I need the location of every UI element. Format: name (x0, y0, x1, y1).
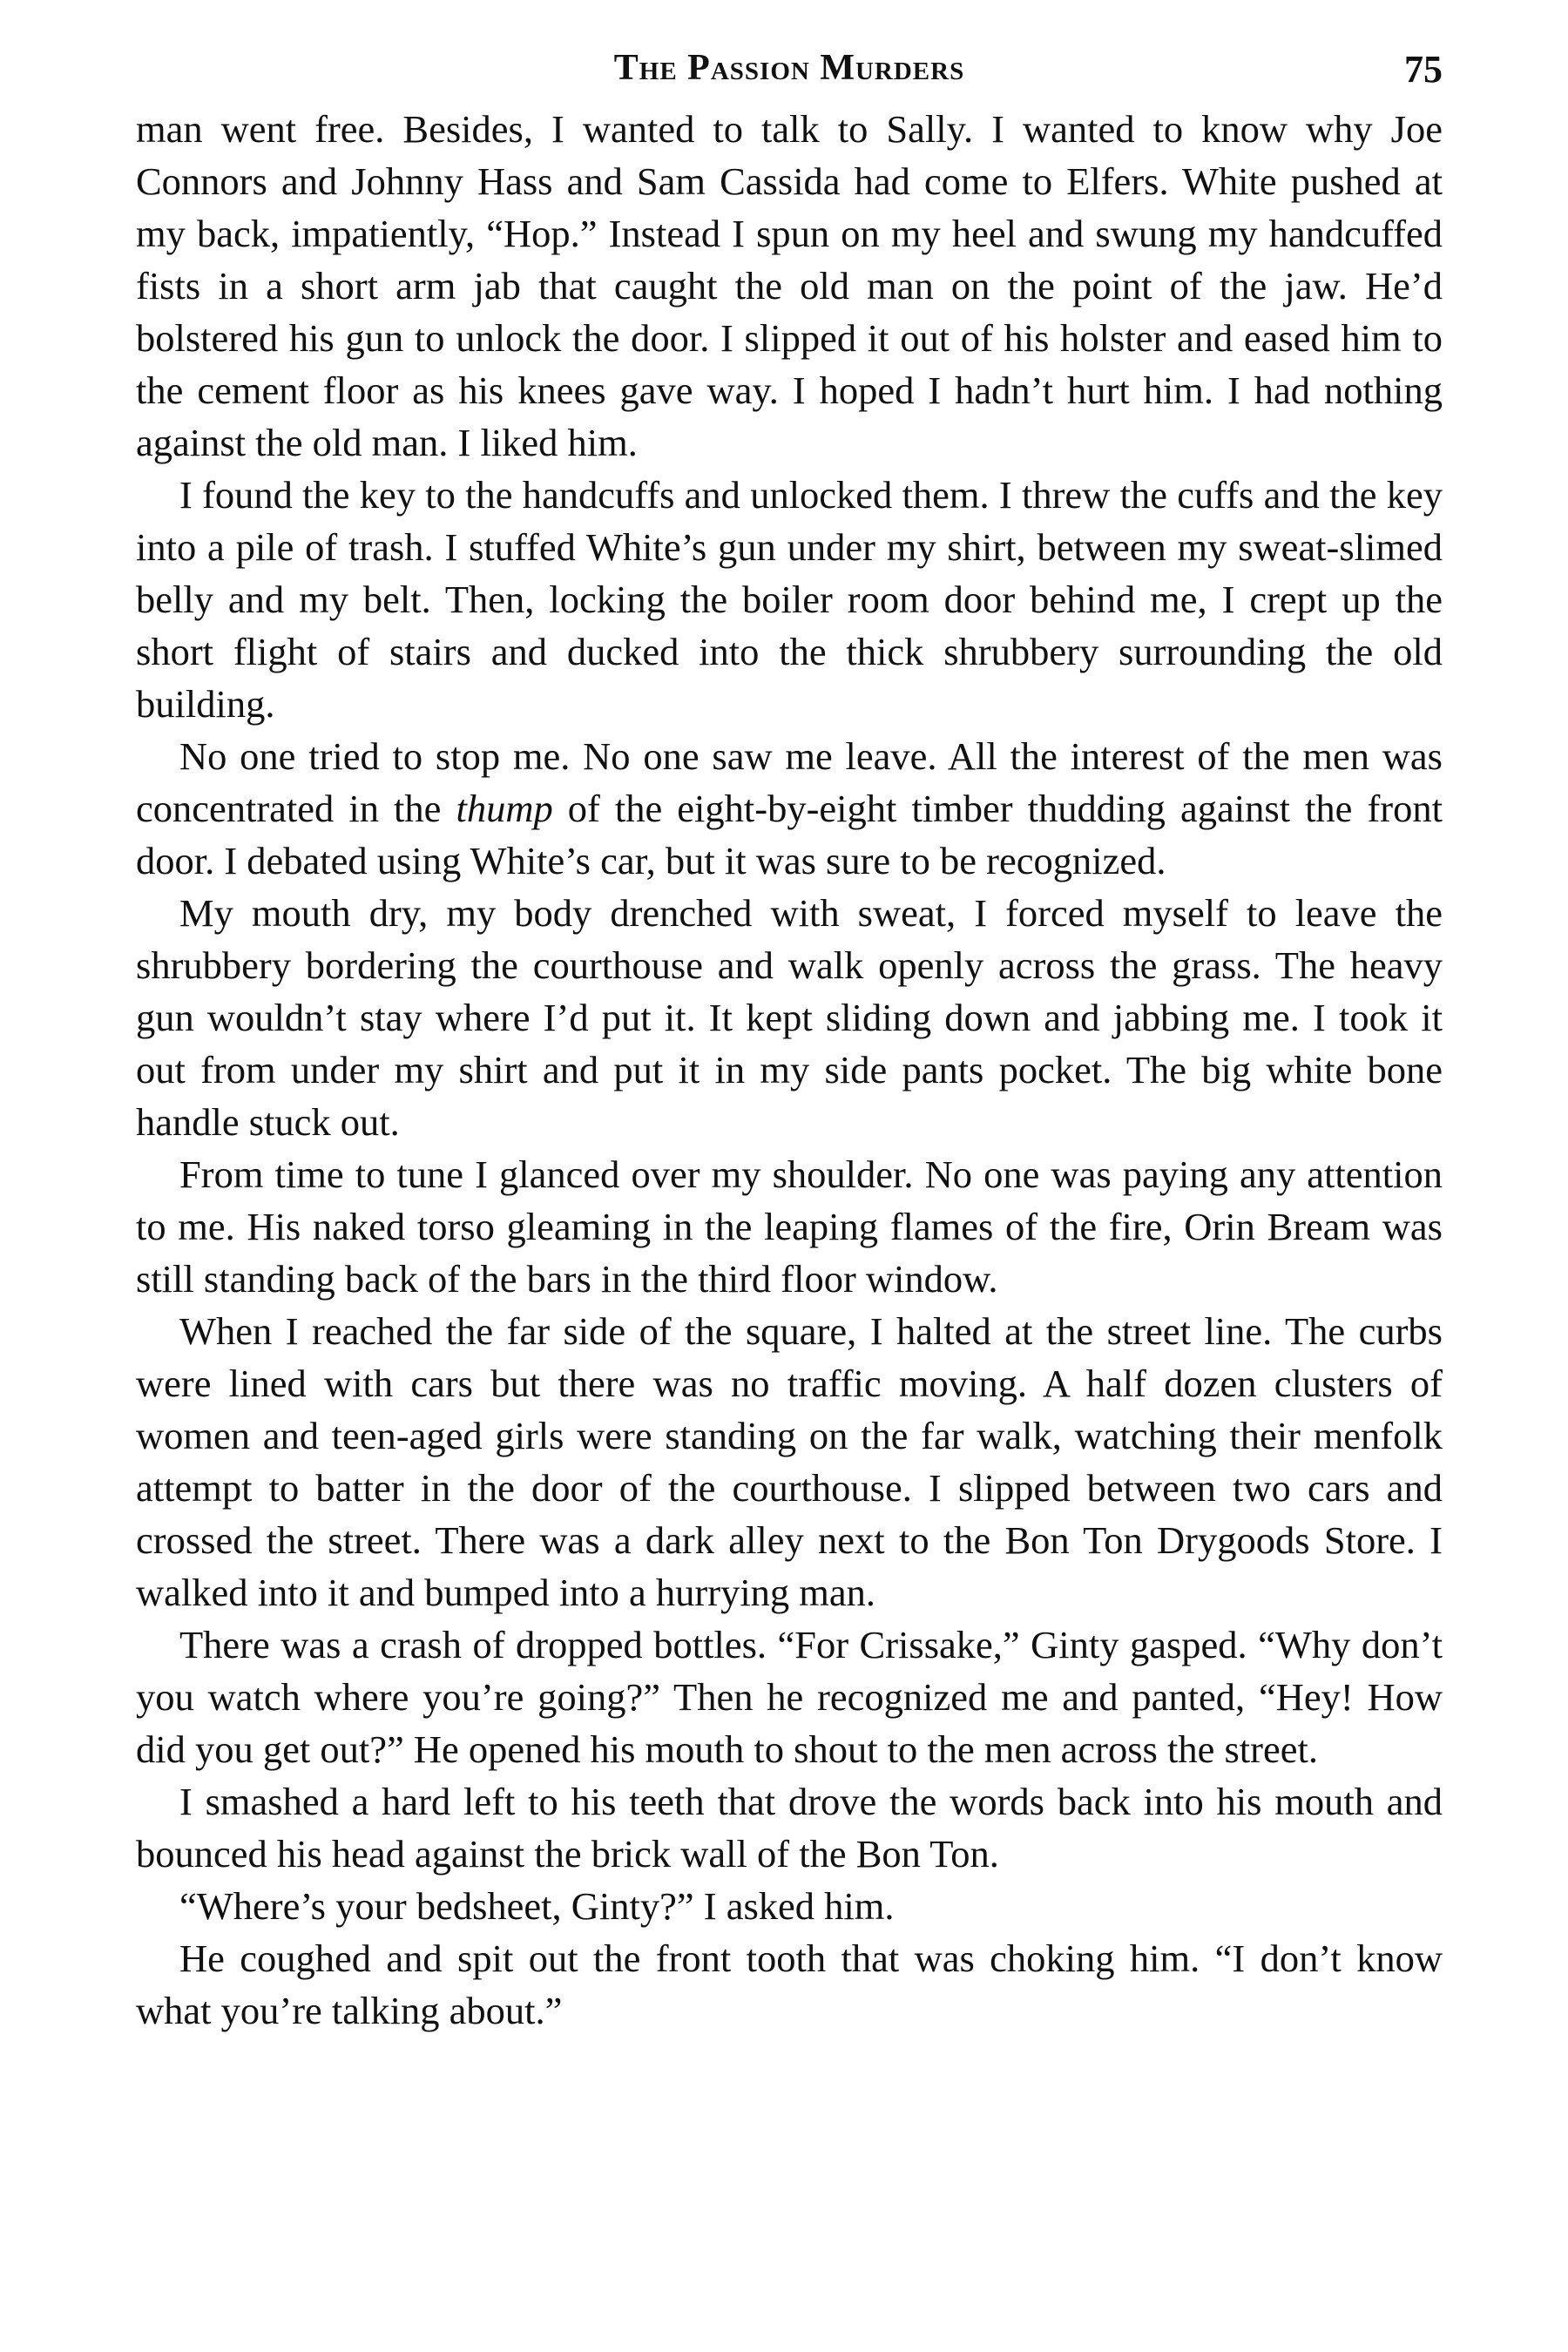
running-header (136, 42, 1443, 103)
paragraph-6: When I reached the far side of the square, I halted at the street line. The curbs were lined with cars but there was no traffic moving. A half dozen clusters of women and teen-aged girls were standing on the far walk, watching their menfolk attempt to batter in the door of the courthouse. I slipped between two cars and crossed the street. There was a dark alley next to the Bon Ton Drygoods Store. I walked into it and bumped into a hurrying man. (136, 1309, 1443, 1614)
paragraph-4: My mouth dry, my body drenched with sweat, I forced myself to leave the shrubbery bordering the courthouse and walk openly across the grass. The heavy gun wouldn’t stay where I’d put it. It kept sliding down and jabbing me. I took it out from under my shirt and put it in my side pants pocket. The big white bone handle stuck out. (136, 891, 1443, 1144)
paragraph-3-text-after: of the eight-by-eight timber thudding against the front door. I debated using White’s car, but it was sure to be recognized. (136, 787, 1443, 882)
paragraph-2: I found the key to the handcuffs and unlocked them. I threw the cuffs and the key into a pile of trash. I stuffed White’s gun under my shirt, between my sweat-slimed belly and my belt. Then, locking the boiler room door behind me, I crept up the short flight of stairs and ducked into the thick shrubbery surrounding the old building. (136, 473, 1443, 726)
book-title: The Passion Murders (613, 48, 965, 88)
paragraph-7: There was a crash of dropped bottles. “For Crissake,” Ginty gasped. “Why don’t you watch where you’re going?” Then he recognized me and panted, “Hey! How did you get out?” He opened his mouth to shout to the men across the street. (136, 1623, 1443, 1771)
paragraph-3-text-before: No one tried to stop me. No one saw me leave. All the interest of the men was concentrated in the (136, 734, 1443, 830)
paragraph-5: From time to tune I glanced over my shoulder. No one was paying any attention to me. His naked torso gleaming in the leaping flames of the fire, Orin Bream was still standing back of the bars in the third floor window. (136, 1152, 1443, 1301)
page-number: 75 (1404, 48, 1443, 91)
paragraph-3 (136, 730, 1443, 887)
paragraph-10: He coughed and spit out the front tooth that was choking him. “I don’t know what you’re talking about.” (136, 1936, 1443, 2032)
paragraph-8: I smashed a hard left to his teeth that drove the words back into his mouth and bounced his head against the brick wall of the Bon Ton. (136, 1780, 1443, 1876)
paragraph-9: “Where’s your bedsheet, Ginty?” I asked him. (179, 1884, 895, 1928)
emphasized-word: thump (456, 787, 553, 830)
body-text (136, 103, 1443, 2037)
book-page (136, 42, 1443, 2037)
paragraph-1: man went free. Besides, I wanted to talk to Sally. I wanted to know why Joe Connors and Johnny Hass and Sam Cassida had come to Elfers. White pushed at my back, impatiently, “Hop.” Instead I spun on my heel and swung my handcuffed fists in a short arm jab that caught the old man on the point of the jaw. He’d bolstered his gun to unlock the door. I slipped it out of his holster and eased him to the cement floor as his knees gave way. I hoped I hadn’t hurt him. I had nothing against the old man. I liked him. (136, 107, 1443, 464)
